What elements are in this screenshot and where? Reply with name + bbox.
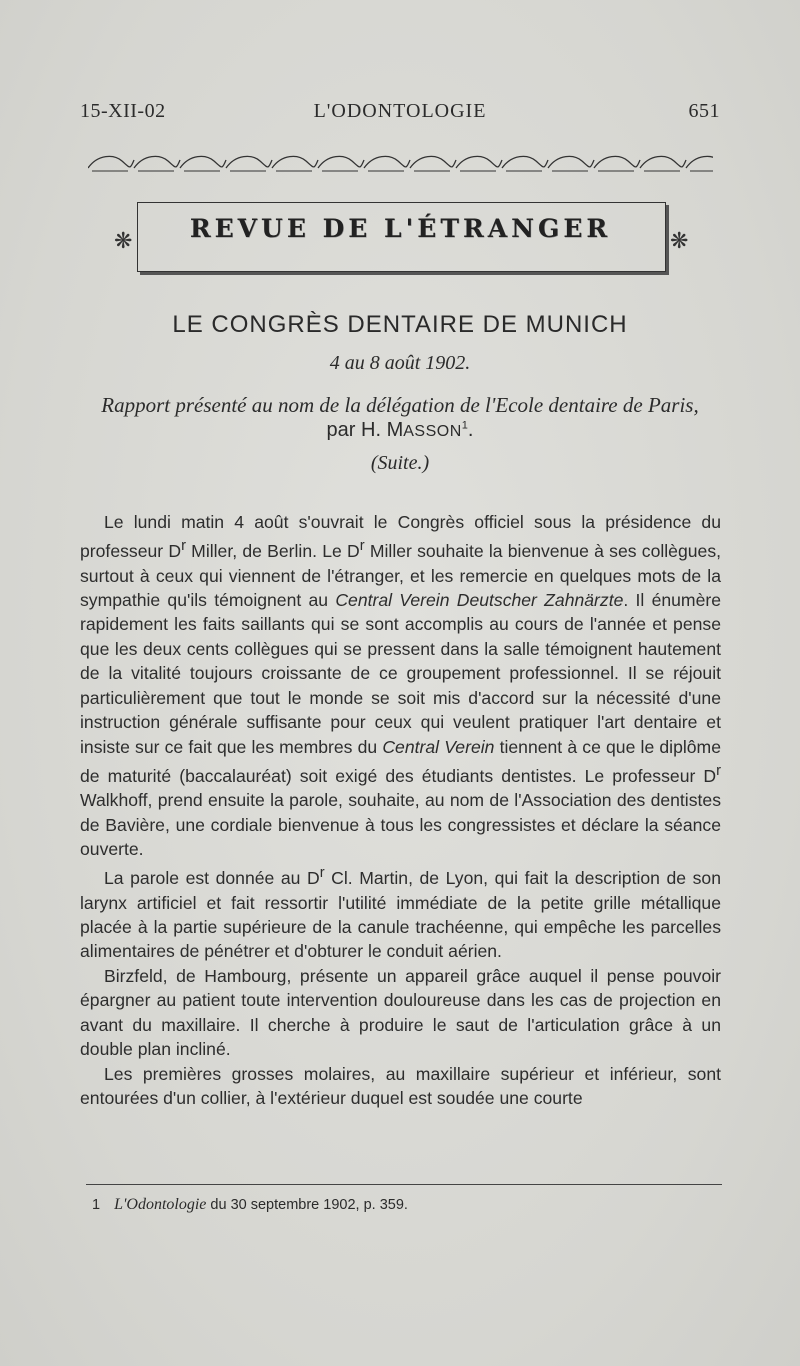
running-header (80, 100, 720, 130)
footnote-text: du 30 septembre 1902, p. 359. (206, 1197, 408, 1213)
author-name-initial: M (386, 419, 404, 441)
article-report-line: Rapport présenté au nom de la délégation de l'Ecole dentaire de Paris, (101, 393, 699, 417)
article-body (80, 510, 721, 1110)
footnote-divider (86, 1184, 722, 1185)
paragraph-3: Birzfeld, de Hambourg, présente un appareil grâce auquel il pense pouvoir épargner au patient toute intervention douloureuse dans les cas de projection en avant du maxillaire. Il cherche à produire le saut de l'articulation grâce à un double plan incliné. (80, 965, 721, 1060)
article-title: LE CONGRÈS DENTAIRE DE MUNICH (172, 311, 628, 338)
superscript: r (319, 865, 325, 882)
banner-ornament-right-icon: ❋ (670, 228, 689, 253)
paragraph-2-text-b: Cl. Martin, de Lyon, qui fait la description de son larynx artificiel et fait ressortir l'utilité immédiate de la petite grille métallique placée à la partie supérieure de la canule trachéenne, qui empêche les parcelles alimentaires de pénétrer et d'obturer le conduit aérien. (80, 868, 721, 962)
italic-society-short-name: Central Verein (382, 736, 495, 757)
paragraph-2-text-a: La parole est donnée au D (104, 868, 320, 889)
footnote-reference: 1 (461, 419, 468, 432)
paragraph-1-text-b: Miller, de Berlin. Le D (185, 541, 360, 562)
banner-ornament-left-icon: ❋ (114, 228, 133, 253)
footnote (92, 1196, 712, 1214)
paragraph-1 (80, 510, 721, 861)
footnote-number: 1 (92, 1197, 101, 1213)
decorative-rule-ornament (88, 152, 713, 174)
paragraph-2 (80, 861, 721, 963)
footnote-source: L'Odontologie (114, 1196, 207, 1213)
superscript: r (181, 538, 186, 555)
paragraph-1-text-e: tiennent à ce que le diplôme de maturité (baccalauréat) soit exigé des étudiants dentistes. Le professeur D (80, 736, 721, 786)
continued-label: (Suite.) (370, 452, 430, 474)
paragraph-1-text-a: Le lundi matin 4 août s'ouvrait le Congrès officiel sous la présidence du professeur D (80, 512, 721, 562)
paragraph-4: Les premières grosses molaires, au maxillaire supérieur et inférieur, sont entourées d'un collier, à l'extérieur duquel est soudée une courte (80, 1063, 721, 1108)
paragraph-1-text-f: Walkhoff, prend ensuite la parole, souhaite, au nom de l'Association des dentistes de Bavière, une cordiale bienvenue à tous les congressistes et déclare la séance ouverte. (80, 790, 721, 859)
header-date: 15-XII-02 (80, 100, 166, 122)
author-prefix: par H. (326, 419, 387, 441)
paragraph-1-text-d: . Il énumère rapidement les faits saillants qui se sont accomplis au cours de l'année et pense que les deux cents collègues qui se pressent dans la salle témoignent hautement de la vitalité toujours croissante de ce groupement professionnel. Il se réjouit particulièrement que tout le monde se soit mis d'accord sur la nécessité d'une instruction générale suffisante pour ceux qui veulent pratiquer l'art dentaire et insiste sur ce fait que les membres du (80, 590, 722, 757)
header-journal-name: L'ODONTOLOGIE (313, 100, 487, 122)
section-banner-title: REVUE DE L'ÉTRANGER (189, 214, 612, 243)
article-author-line (80, 419, 720, 442)
page-number: 651 (688, 100, 720, 122)
paragraph-1-text-c: Miller souhaite la bienvenue à ses collègues, surtout à ceux qui viennent de l'étranger, et les remercie en quelques mots de la sympathie qu'ils témoignent au (80, 541, 722, 611)
superscript: r (716, 762, 721, 779)
article-dates: 4 au 8 août 1902. (329, 352, 471, 374)
author-suffix: . (467, 419, 474, 441)
author-name-rest: ASSON (403, 423, 462, 440)
italic-society-name: Central Verein Deutscher Zahnärzte (335, 590, 624, 611)
superscript: r (359, 538, 365, 555)
